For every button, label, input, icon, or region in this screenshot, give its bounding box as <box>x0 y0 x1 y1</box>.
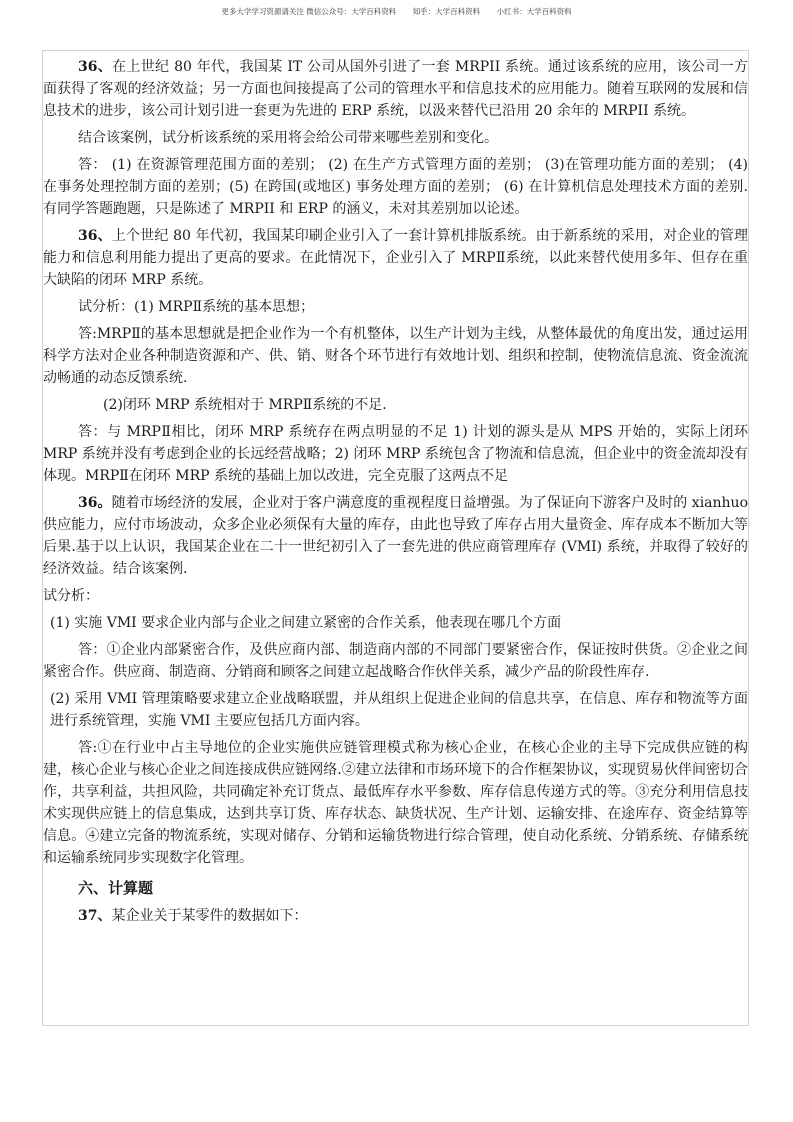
q36c-number: 36。 <box>78 495 112 511</box>
header-wechat: 更多大学学习资源请关注 微信公众号：大学百科资料 <box>221 7 397 16</box>
q36b-sub1: 试分析：(1) MRPⅡ系统的基本思想； <box>78 299 315 315</box>
q36a-answer: 答： (1) 在资源管理范围方面的差别； (2) 在生产方式管理方面的差别； (3)在管理功能方面的差别； (4) 在事务处理控制方面的差别；(5) 在跨国(或地区) 事务处理方面的差别； (6) 在计算机信息处理技术方面的差别. 有同学答题跑题，只是陈述了 MRPII 和 ERP 的涵义，未对其差别加以论述。 <box>43 157 748 217</box>
q36c-sub1: (1) 实施 VMI 要求企业内部与企业之间建立紧密的合作关系，他表现在哪几个方面 <box>50 615 562 631</box>
q36c-text: 随着市场经济的发展，企业对于客户满意度的重视程度日益增强。为了保证向下游客户及时的 xianhuo 供应能力，应付市场波动，众多企业必须保有大量的库存，由此也导致了库存占用大量资金、库存成本不断加大等后果.基于以上认识，我国某企业在二十一世纪初引入了一套先进的供应商管理库存 (VMI) 系统，并取得了较好的经济效益。结合该案例. <box>43 495 748 577</box>
q37-number: 37、 <box>78 908 112 924</box>
q36c-answer2: 答:①在行业中占主导地位的企业实施供应链管理模式称为核心企业，在核心企业的主导下完成供应链的构建，核心企业与核心企业之间连接成供应链网络.②建立法律和市场环境下的合作框架协议，实现贸易伙伴间密切合作，共享利益，共担风险，共同确定补充订货点、最低库存水平参数、库存信息传递方式的等。③充分利用信息技术实现供应链上的信息集成，达到共享订货、库存状态、缺货状况、生产计划、运输安排、在途库存、资金结算等信息。④建立完备的物流系统，实现对储存、分销和运输货物进行综合管理，使自动化系统、分销系统、存储系统和运输系统同步实现数字化管理。 <box>43 740 748 866</box>
q36c-paragraph <box>43 492 748 580</box>
document-body <box>43 56 748 932</box>
q36b-answer1: 答:MRPⅡ的基本思想就是把企业作为一个有机整体，以生产计划为主线，从整体最优的角度出发，通过运用科学方法对企业各种制造资源和产、供、销、财各个环节进行有效地计划、组织和控制，使物流信息流、资金流流动畅通的动态反馈系统. <box>43 326 748 386</box>
q36b-text: 上个世纪 80 年代初，我国某印刷企业引入了一套计算机排版系统。由于新系统的采用，对企业的管理能力和信息利用能力提出了更高的要求。在此情况下，企业引入了 MRPⅡ系统，以此来替代使用多年、但存在重大缺陷的闭环 MRP 系统。 <box>43 228 748 288</box>
q36c-intro: 试分析： <box>43 588 99 604</box>
q36b-number: 36、 <box>78 228 112 244</box>
q36a-paragraph <box>43 56 748 122</box>
q36b-answer2: 答：与 MRPⅡ相比，闭环 MRP 系统存在两点明显的不足 1) 计划的源头是从 MPS 开始的，实际上闭环 MRP 系统并没有考虑到企业的长远经营战略；2) 闭环 MRP 系统包含了物流和信息流，但企业中的资金流却没有体现。MRPⅡ在闭环 MRP 系统的基础上加以改进，完全克服了这两点不足 <box>43 424 748 484</box>
q36a-text: 在上世纪 80 年代，我国某 IT 公司从国外引进了一套 MRPII 系统。通过该系统的应用，该公司一方面获得了客观的经济效益；另一方面也间接提高了公司的管理水平和信息技术的应用能力。随着互联网的发展和信息技术的进步，该公司计划引进一套更为先进的 ERP 系统，以汲来替代已沿用 20 余年的 MRPII 系统。 <box>43 59 748 119</box>
q36b-sub2: (2)闭环 MRP 系统相对于 MRPⅡ系统的不足. <box>103 397 387 413</box>
q36c-sub2: (2) 采用 VMI 管理策略要求建立企业战略联盟，并从组织上促进企业间的信息共享，在信息、库存和物流等方面进行系统管理，实施 VMI 主要应包括几方面内容。 <box>50 691 748 729</box>
header-xiaohongshu: 小红书：大学百科资料 <box>496 7 572 16</box>
q37-text: 某企业关于某零件的数据如下： <box>111 908 308 924</box>
page-header <box>0 6 793 17</box>
q37-paragraph <box>43 905 748 927</box>
q36a-number: 36、 <box>78 59 113 75</box>
section-heading: 六、计算题 <box>78 879 154 897</box>
q36b-paragraph <box>43 225 748 291</box>
header-zhihu: 知乎：大学百科资料 <box>412 7 481 16</box>
q36c-answer1: 答：①企业内部紧密合作，及供应商内部、制造商内部的不同部门要紧密合作，保证按时供货。②企业之间紧密合作。供应商、制造商、分销商和顾客之间建立起战略合作伙伴关系，减少产品的阶段性库存. <box>43 642 748 680</box>
q36a-question: 结合该案例，试分析该系统的采用将会给公司带来哪些差别和变化。 <box>78 130 498 146</box>
